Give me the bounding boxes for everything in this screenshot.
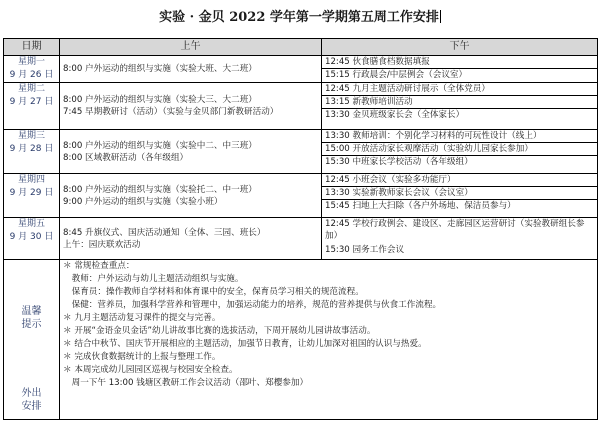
am-cell: 8:45 升旗仪式、国庆活动通知（全体、三园、班长） 上午：园庆联欢活动 — [60, 218, 322, 260]
pm-cell: 12:45 九月主题活动研讨展示（全体党员） 13:15 新教师培训活动 13:30 金贝班级家长会（全体家长） — [322, 83, 598, 130]
pm-cell: 13:30 教师培训：个别化学习材料的可玩性设计（线上） 15:00 开放活动家长观摩活动（实验幼儿园家长参加） 15:30 中班家长学校活动（各年级组） — [322, 130, 598, 174]
note-line: ＊ 本周完成幼儿园园区巡视与校园安全检查。 — [63, 365, 238, 375]
date-cell: 星期一 9 月 26 日 — [4, 56, 60, 83]
note-line: ＊ 开展“金语金贝金话”幼儿讲故事比赛的选拔活动，下周开展幼儿园讲故事活动。 — [63, 326, 376, 336]
note-line: 周一下午 13:00 钱塘区教研工作会议活动（邵叶、郑樱参加） — [63, 378, 309, 388]
note-line: ＊ 九月主题活动复习课件的提交与完善。 — [63, 313, 221, 323]
header-pm: 下午 — [322, 39, 598, 56]
pm-cell: 12:45 学校行政例会、建设区、走廊园区运营研讨（实验教研组长参加） 15:30 园务工作会议 — [322, 218, 598, 260]
note-line: ＊ 完成伙食数据统计的上报与整理工作。 — [63, 352, 221, 362]
page-title: 实验 · 金贝 2022 学年第一学期第五周工作安排 — [159, 10, 439, 25]
side-labels-cell: 温馨 提示 外出 安排 — [4, 260, 60, 420]
text-cursor — [440, 10, 441, 23]
reminder-label: 温馨 — [21, 306, 42, 317]
note-line: 保育员：操作教师自学材料和体育课中的安全，保育员学习相关的规范流程。 — [63, 287, 364, 297]
table-header-row — [4, 39, 598, 56]
date-cell: 星期五 9 月 30 日 — [4, 218, 60, 260]
header-date: 日期 — [4, 39, 60, 56]
am-cell: 8:00 户外运动的组织与实施（实验中二、中三班） 8:00 区域教研活动（各年级组） — [60, 130, 322, 174]
notes-cell — [60, 260, 598, 420]
pm-cell: 12:45 小班会议（实验多功能厅） 13:30 实验新教师家长会议（会议室） 15:45 扫地上大扫除（各户外场地、保洁员参与） — [322, 174, 598, 218]
outing-label: 外出 — [21, 388, 42, 399]
table-row-notes — [4, 260, 598, 420]
table-row-thursday — [4, 174, 598, 218]
am-cell: 8:00 户外运动的组织与实施（实验托二、中一班） 9:00 户外运动的组织与实施（实验小班） — [60, 174, 322, 218]
header-am: 上午 — [60, 39, 322, 56]
am-cell: 8:00 户外运动的组织与实施（实验大三、大二班） 7:45 早期教研讨（活动）（实验与金贝部门新教研活动） — [60, 83, 322, 130]
note-line: 保健：营养员，加强科学营养和管理中，加强运动能力的培养，规范的营养提供与伙食工作流程。 — [63, 300, 442, 310]
table-row-tuesday — [4, 83, 598, 130]
pm-cell: 12:45 伙食膳食档数据填报 15:15 行政晨会/中层例会（会议室） — [322, 56, 598, 83]
date-cell: 星期四 9 月 29 日 — [4, 174, 60, 218]
date-cell: 星期二 9 月 27 日 — [4, 83, 60, 130]
note-line: ＊ 结合中秋节、国庆节开展相应的主题活动，加强节日教育，让幼儿加深对祖国的认识与热爱。 — [63, 339, 427, 349]
am-cell: 8:00 户外运动的组织与实施（实验大班、大二班） — [60, 56, 322, 83]
table-row-friday — [4, 218, 598, 260]
note-line: ＊ 常规检查重点： — [63, 261, 135, 271]
table-row-monday — [4, 56, 598, 83]
date-cell: 星期三 9 月 28 日 — [4, 130, 60, 174]
schedule-table — [3, 38, 598, 420]
table-row-wednesday — [4, 130, 598, 174]
note-line: 教师：户外运动与幼儿主题活动组织与实施。 — [63, 274, 244, 284]
